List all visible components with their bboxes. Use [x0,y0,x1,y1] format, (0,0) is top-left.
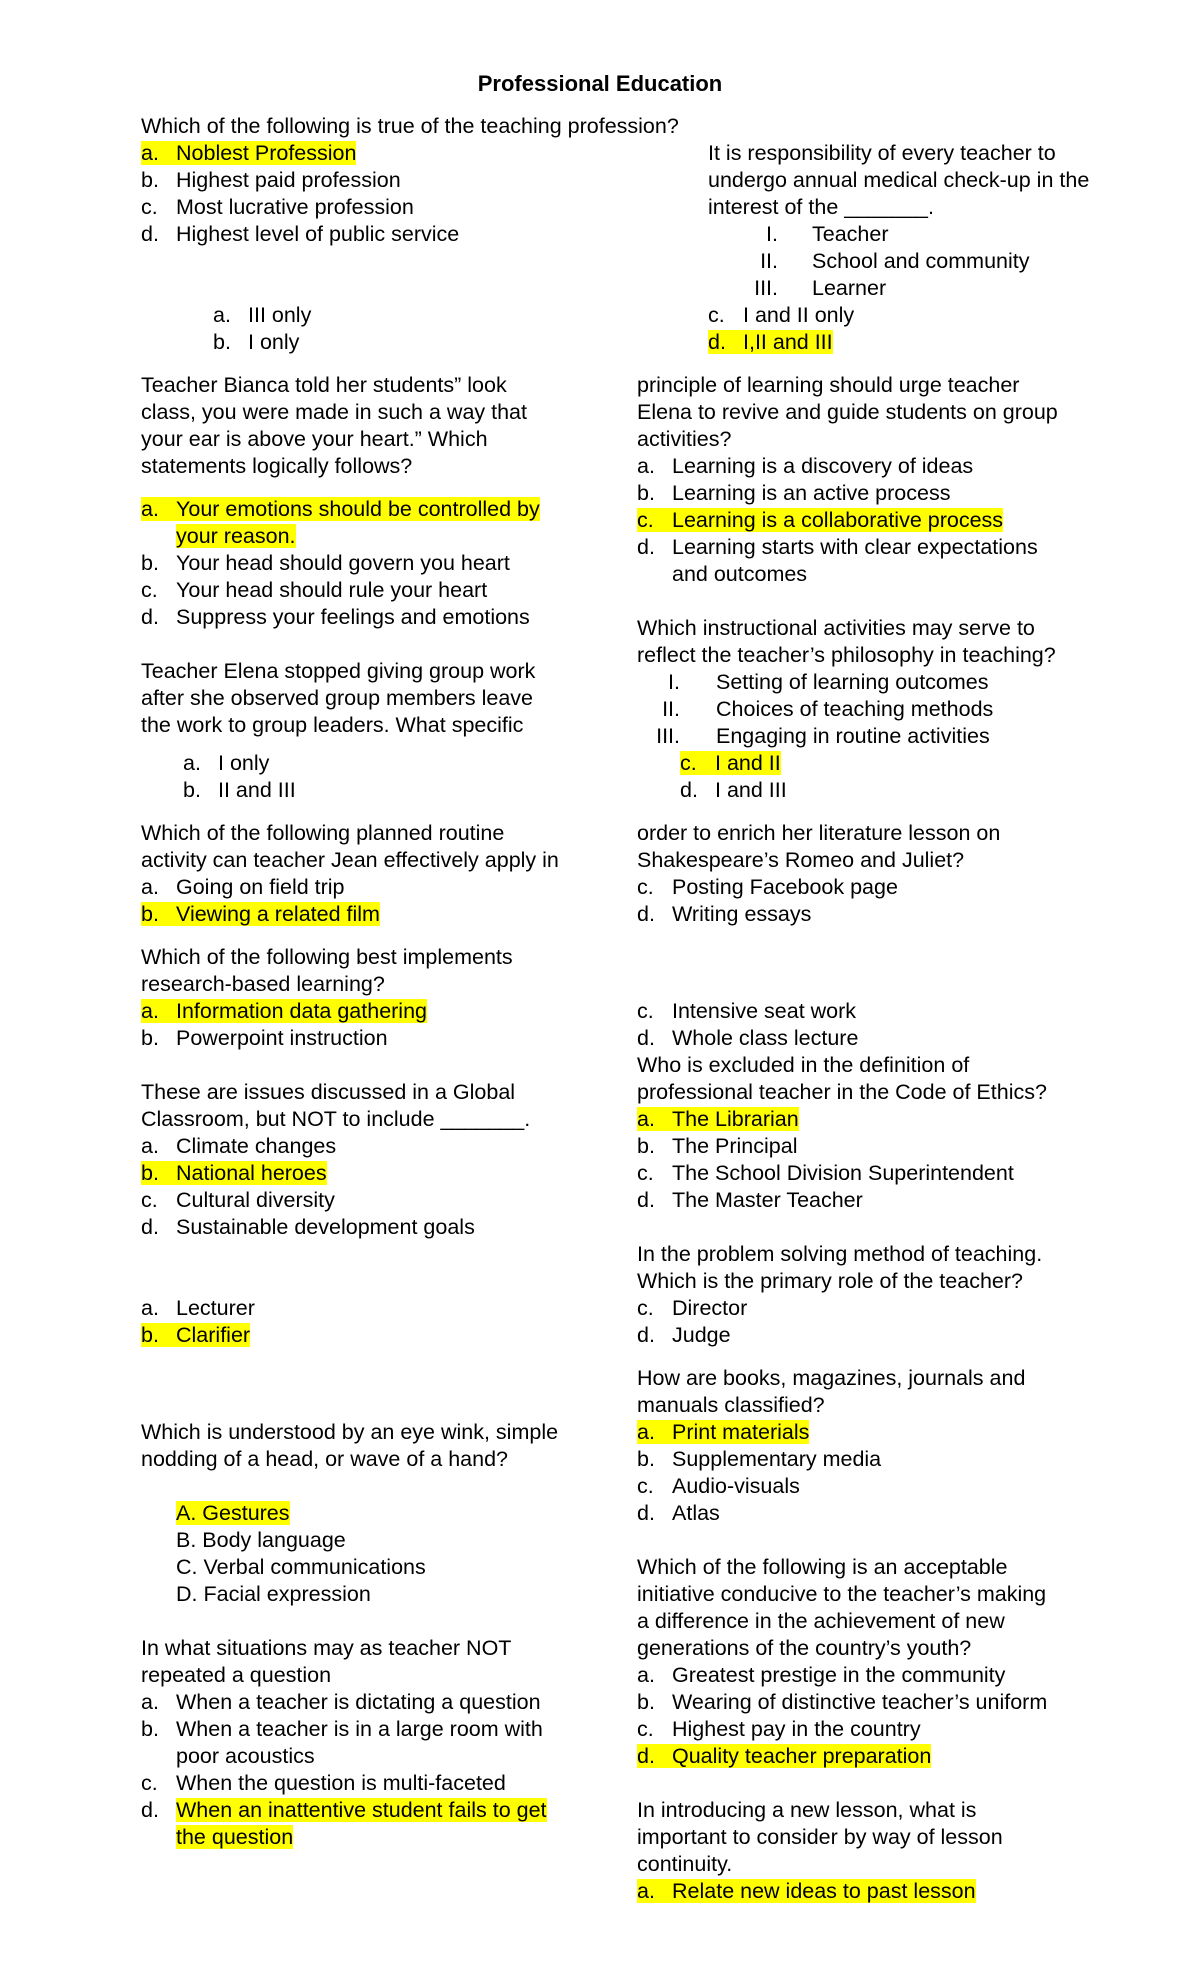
roman-item: I. Teacher [766,222,889,246]
answer-option: c. Audio-visuals [637,1474,800,1498]
page-title: Professional Education [477,71,723,96]
answer-option: a. Climate changes [141,1134,337,1158]
answer-option: c. Intensive seat work [637,999,857,1023]
answer-option: c. Cultural diversity [141,1188,335,1212]
answer-option: d. Sustainable development goals [141,1215,475,1239]
answer-option: b. National heroes [141,1161,327,1185]
answer-option: d. Learning starts with clear expectations [637,535,1038,559]
answer-option: a. III only [213,303,312,327]
answer-option: a. Learning is a discovery of ideas [637,454,974,478]
answer-option: b. Supplementary media [637,1447,882,1471]
answer-option: b. Viewing a related film [141,902,380,926]
answer-option: c. The School Division Superintendent [637,1161,1014,1185]
question-text: How are books, magazines, journals and [637,1366,1026,1390]
question-text: Classroom, but NOT to include _______. [141,1107,531,1131]
question-text: Elena to revive and guide students on group [637,400,1058,424]
answer-option: b. When a teacher is in a large room with [141,1717,543,1741]
answer-option: D. Facial expression [176,1582,371,1606]
answer-option: c. Director [637,1296,748,1320]
answer-option: c. I and II [680,751,781,775]
answer-option: b. The Principal [637,1134,798,1158]
answer-option: a. Your emotions should be controlled by [141,497,540,521]
answer-option: and outcomes [672,562,808,586]
question-text: In what situations may as teacher NOT [141,1636,512,1660]
question-text: reflect the teacher’s philosophy in teaching? [637,643,1056,667]
answer-option: b. Your head should govern you heart [141,551,510,575]
answer-option: a. Relate new ideas to past lesson [637,1879,976,1903]
roman-item: II. School and community [760,249,1030,273]
question-text: the work to group leaders. What specific [141,713,524,737]
roman-item: II. Choices of teaching methods [662,697,994,721]
roman-item: I. Setting of learning outcomes [668,670,989,694]
question-text: Which is understood by an eye wink, simple [141,1420,559,1444]
question-text: Which of the following best implements [141,945,513,969]
answer-option: c. I and II only [708,303,855,327]
question-text: statements logically follows? [141,454,413,478]
answer-option: a. Lecturer [141,1296,255,1320]
answer-option: a. I only [183,751,270,775]
question-text: order to enrich her literature lesson on [637,821,1001,845]
answer-option: c. Highest pay in the country [637,1717,921,1741]
answer-option: c. Posting Facebook page [637,875,898,899]
question-text: initiative conducive to the teacher’s making [637,1582,1047,1606]
answer-option: C. Verbal communications [176,1555,426,1579]
answer-option: a. When a teacher is dictating a question [141,1690,541,1714]
question-text: In the problem solving method of teaching. [637,1242,1043,1266]
answer-option: d. Judge [637,1323,731,1347]
answer-option: a. The Librarian [637,1107,799,1131]
question-text: research-based learning? [141,972,385,996]
question-text: principle of learning should urge teacher [637,373,1020,397]
question-text: Which of the following is an acceptable [637,1555,1008,1579]
question-text: important to consider by way of lesson [637,1825,1003,1849]
answer-option: c. Learning is a collaborative process [637,508,1004,532]
answer-option: b. Highest paid profession [141,168,401,192]
question-text: Shakespeare’s Romeo and Juliet? [637,848,965,872]
question-text: a difference in the achievement of new [637,1609,1005,1633]
answer-option: d. Whole class lecture [637,1026,859,1050]
answer-option: b. Powerpoint instruction [141,1026,388,1050]
question-text: generations of the country’s youth? [637,1636,972,1660]
question-text: Which is the primary role of the teacher? [637,1269,1023,1293]
question-text: activities? [637,427,732,451]
question-text: Teacher Elena stopped giving group work [141,659,536,683]
question-text: undergo annual medical check-up in the [708,168,1090,192]
question-text: It is responsibility of every teacher to [708,141,1056,165]
answer-option: d. I and III [680,778,787,802]
question-text: your ear is above your heart.” Which [141,427,488,451]
answer-option: b. Clarifier [141,1323,251,1347]
question-text: continuity. [637,1852,733,1876]
roman-item: III. Learner [754,276,887,300]
answer-option: b. Learning is an active process [637,481,951,505]
question-text: nodding of a head, or wave of a hand? [141,1447,508,1471]
answer-option: c. Most lucrative profession [141,195,414,219]
question-text: after she observed group members leave [141,686,533,710]
answer-option: d. I,II and III [708,330,833,354]
question-text: interest of the _______. [708,195,934,219]
question-text: These are issues discussed in a Global [141,1080,516,1104]
answer-option: A. Gestures [176,1501,290,1525]
answer-option: a. Greatest prestige in the community [637,1663,1006,1687]
question-text: In introducing a new lesson, what is [637,1798,977,1822]
answer-option: a. Print materials [637,1420,810,1444]
answer-option: b. II and III [183,778,296,802]
answer-option: B. Body language [176,1528,346,1552]
answer-option: the question [176,1825,294,1849]
answer-option: d. Suppress your feelings and emotions [141,605,530,629]
answer-option: c. Your head should rule your heart [141,578,488,602]
question-text: manuals classified? [637,1393,825,1417]
question-text: Who is excluded in the definition of [637,1053,970,1077]
answer-option: b. I only [213,330,300,354]
answer-option: d. Quality teacher preparation [637,1744,932,1768]
answer-option: d. Highest level of public service [141,222,460,246]
answer-option: a. Going on field trip [141,875,345,899]
roman-item: III. Engaging in routine activities [656,724,990,748]
answer-option: b. Wearing of distinctive teacher’s uniform [637,1690,1048,1714]
answer-option: a. Noblest Profession [141,141,357,165]
answer-option: poor acoustics [176,1744,315,1768]
question-text: class, you were made in such a way that [141,400,527,424]
question-text: Which of the following planned routine [141,821,505,845]
answer-option: c. When the question is multi-faceted [141,1771,506,1795]
question-text: Teacher Bianca told her students” look [141,373,507,397]
answer-option: your reason. [176,524,296,548]
answer-option: d. The Master Teacher [637,1188,863,1212]
question-text: Which of the following is true of the teaching profession? [141,114,679,138]
question-text: repeated a question [141,1663,332,1687]
answer-option: d. Writing essays [637,902,812,926]
question-text: professional teacher in the Code of Ethics? [637,1080,1047,1104]
answer-option: d. When an inattentive student fails to get [141,1798,547,1822]
answer-option: a. Information data gathering [141,999,427,1023]
answer-option: d. Atlas [637,1501,720,1525]
question-text: activity can teacher Jean effectively apply in [141,848,559,872]
question-text: Which instructional activities may serve to [637,616,1035,640]
